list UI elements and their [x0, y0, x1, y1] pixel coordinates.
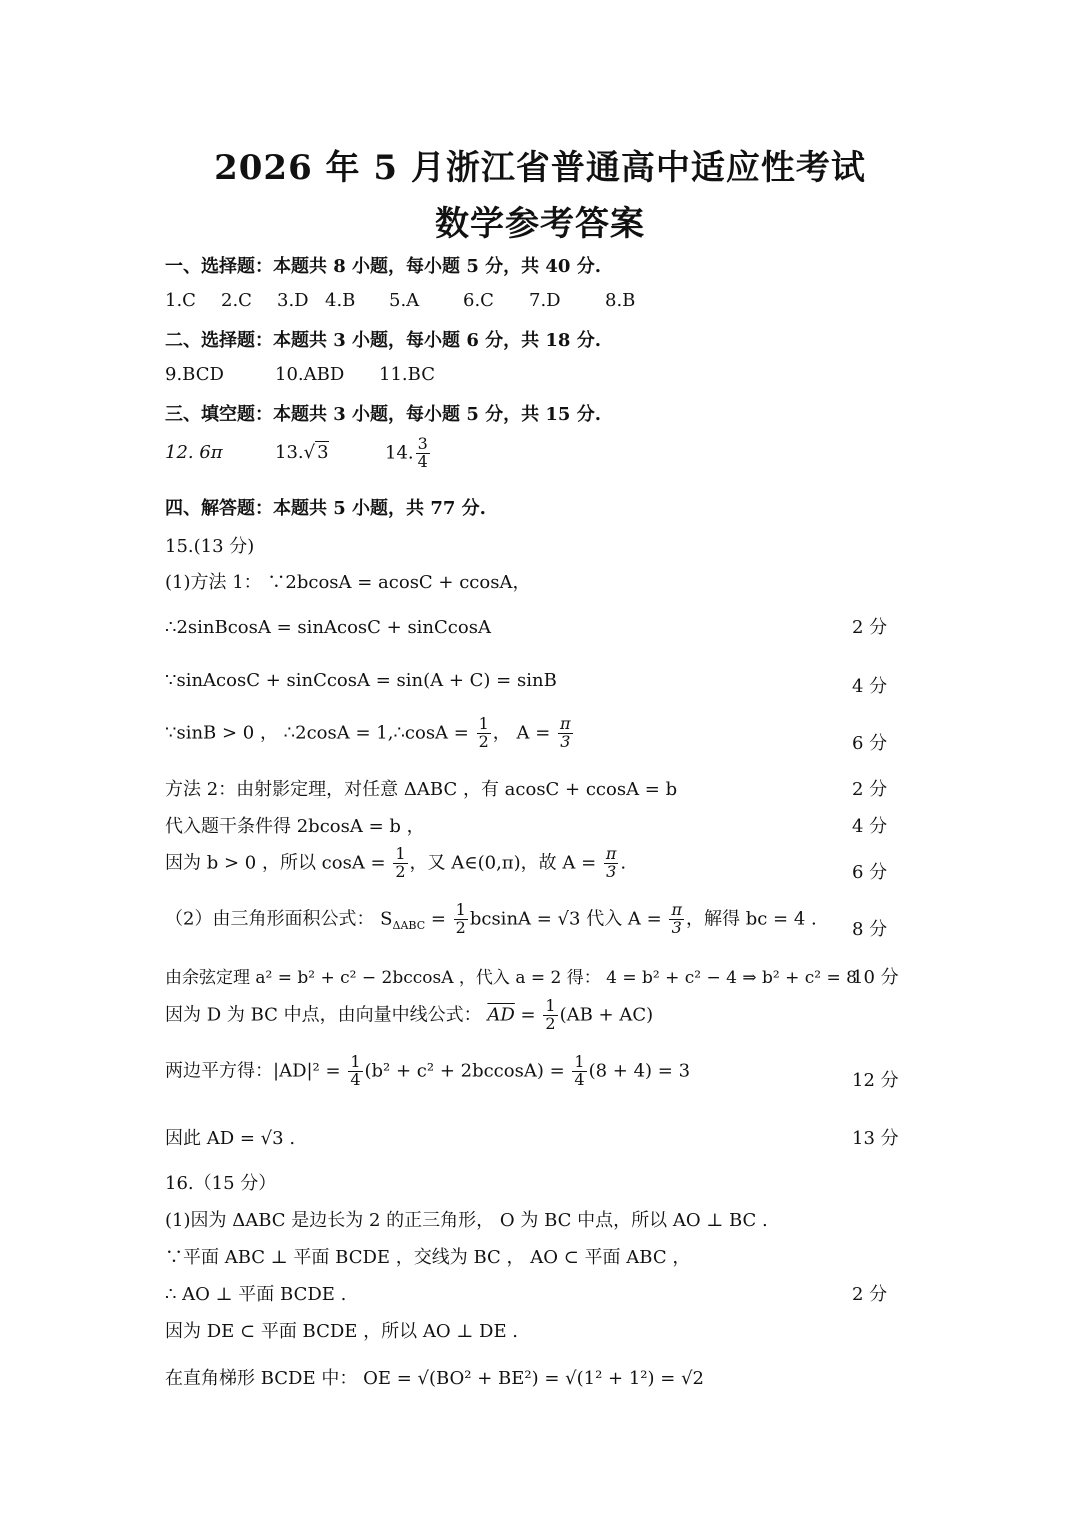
- q15-score-3: 4 分: [852, 676, 888, 697]
- q15-line-9: 由余弦定理 a² = b² + c² − 2bccosA ，代入 a = 2 得： 4 = b² + c² − 4 ⇒ b² + c² = 8: [165, 968, 857, 988]
- q15-score-11: 12 分: [852, 1070, 899, 1091]
- q15-line-7-a: 因为 b > 0 ，所以 cosA =: [165, 852, 386, 874]
- q16-score-3: 2 分: [852, 1284, 888, 1305]
- frac-denominator: 3: [606, 861, 617, 881]
- q15-score-6: 4 分: [852, 816, 888, 837]
- q16-line-3: ∴ AO ⊥ 平面 BCDE .: [165, 1284, 347, 1305]
- q15-line-10-c: (AB + AC): [559, 1004, 654, 1026]
- q15-score-4: 6 分: [852, 733, 888, 754]
- answer-6: 6.C: [463, 290, 494, 311]
- answer-8: 8.B: [605, 290, 636, 311]
- q16-line-4: 因为 DE ⊂ 平面 BCDE ，所以 AO ⊥ DE .: [165, 1321, 519, 1342]
- q15-line-10-a: 因为 D 为 BC 中点，由向量中线公式：: [165, 1004, 482, 1026]
- q15-line-8-b: =: [425, 908, 446, 930]
- answer-13-root: 3: [317, 442, 329, 464]
- q15-line-12: 因此 AD = √3 .: [165, 1128, 296, 1149]
- q15-line-4: [165, 716, 575, 751]
- q15-label: 15.(13 分): [165, 536, 255, 557]
- q15-area-subscript: ΔABC: [392, 918, 426, 932]
- answer-14-prefix: 14.: [385, 442, 414, 464]
- q15-line-7-c: .: [620, 852, 627, 874]
- section1-answers: [165, 290, 635, 311]
- answer-10: 10.ABD: [275, 364, 345, 385]
- q15-score-2: 2 分: [852, 617, 888, 638]
- frac-denominator: 3: [560, 731, 571, 751]
- q15-score-7: 6 分: [852, 862, 888, 883]
- section3-answers: [165, 436, 432, 471]
- frac-denominator: 2: [395, 861, 406, 881]
- q15-line-8: [165, 902, 817, 937]
- answer-2: 2.C: [221, 290, 252, 311]
- q15-line-7-pi-over-3: [604, 846, 619, 881]
- frac-denominator: 2: [455, 917, 466, 937]
- answer-12: 12. 6π: [165, 442, 223, 464]
- answer-14: [385, 436, 432, 471]
- exam-subtitle: 数学参考答案: [435, 204, 645, 244]
- section2-heading: 二、选择题：本题共 3 小题，每小题 6 分，共 18 分.: [165, 330, 601, 351]
- q15-line-3: ∵sinAcosC + sinCcosA = sin(A + C) = sinB: [165, 670, 557, 691]
- exam-title: 2026 年 5 月浙江省普通高中适应性考试: [214, 148, 866, 188]
- answer-4: 4.B: [325, 290, 356, 311]
- q15-line-11-b: (b² + c² + 2bccosA) =: [364, 1060, 565, 1082]
- q15-line-4-half: [477, 716, 491, 751]
- frac-denominator: 4: [574, 1069, 585, 1089]
- q15-line-1: (1)方法 1： ∵2bcosA = acosC + ccosA，: [165, 572, 531, 593]
- answer-7: 7.D: [529, 290, 561, 311]
- vector-AD: $\overline{AD}$: [487, 1004, 515, 1026]
- answer-13-prefix: 13.: [275, 442, 304, 464]
- q15-line-7-b: ，又 A∈(0,π)，故 A =: [409, 852, 597, 874]
- q16-line-5: 在直角梯形 BCDE 中： OE = √(BO² + BE²) = √(1² + 1²) = √2: [165, 1368, 704, 1389]
- q15-line-8-half: [454, 902, 468, 937]
- q15-line-10-half: [543, 998, 557, 1033]
- frac-denominator: 3: [671, 917, 682, 937]
- q15-score-9: 10 分: [852, 967, 899, 988]
- frac-numerator: π: [671, 900, 682, 919]
- frac-denominator: 4: [417, 451, 428, 471]
- answer-9: 9.BCD: [165, 364, 224, 385]
- q15-line-8-d: ，解得 bc = 4 .: [685, 908, 817, 930]
- q15-line-4-a: ∵sinB > 0 ， ∴2cosA = 1,∴cosA =: [165, 722, 469, 744]
- frac-numerator: 1: [350, 1052, 361, 1071]
- q15-line-8-c: bcsinA = √3 代入 A =: [469, 908, 662, 930]
- frac-numerator: 3: [417, 434, 428, 453]
- frac-denominator: 2: [478, 731, 489, 751]
- q16-label: 16.（15 分）: [165, 1173, 277, 1194]
- frac-numerator: 1: [395, 844, 406, 863]
- answer-1: 1.C: [165, 290, 196, 311]
- q15-line-10: [165, 998, 653, 1033]
- section3-heading: 三、填空题：本题共 3 小题，每小题 5 分，共 15 分.: [165, 404, 601, 425]
- q15-line-11-quarter-1: [348, 1054, 362, 1089]
- q15-score-8: 8 分: [852, 919, 888, 940]
- q15-line-8-a: （2）由三角形面积公式： S: [165, 908, 393, 930]
- frac-numerator: 1: [574, 1052, 585, 1071]
- q15-line-11-quarter-2: [572, 1054, 586, 1089]
- q15-line-5: 方法 2：由射影定理，对任意 ΔABC ，有 acosC + ccosA = b: [165, 779, 678, 800]
- section2-answers: [165, 364, 435, 385]
- q15-score-5: 2 分: [852, 779, 888, 800]
- q15-line-10-b: =: [514, 1004, 536, 1026]
- frac-numerator: π: [605, 844, 617, 863]
- answer-14-fraction: [416, 436, 430, 471]
- answer-5: 5.A: [389, 290, 420, 311]
- q15-line-4-pi-over-3: [558, 716, 573, 751]
- section4-heading: 四、解答题：本题共 5 小题，共 77 分.: [165, 498, 486, 519]
- frac-numerator: 1: [455, 900, 466, 919]
- frac-numerator: π: [560, 714, 571, 733]
- q15-line-7-half: [393, 846, 407, 881]
- q15-line-11: [165, 1054, 690, 1089]
- q15-line-8-pi-over-3: [669, 902, 684, 937]
- q16-line-2: ∵平面 ABC ⊥ 平面 BCDE ，交线为 BC ， AO ⊂ 平面 ABC ，: [165, 1247, 691, 1268]
- frac-numerator: 1: [545, 996, 556, 1015]
- q16-line-1: (1)因为 ΔABC 是边长为 2 的正三角形， O 为 BC 中点，所以 AO ⊥ BC .: [165, 1210, 768, 1231]
- section1-heading: 一、选择题：本题共 8 小题，每小题 5 分，共 40 分.: [165, 256, 601, 277]
- frac-denominator: 4: [350, 1069, 361, 1089]
- q15-line-6: 代入题干条件得 2bcosA = b ，: [165, 816, 425, 837]
- q15-line-4-b: ， A =: [492, 722, 551, 744]
- frac-numerator: 1: [478, 714, 489, 733]
- answer-13: 13.√ 3: [275, 442, 329, 464]
- answer-3: 3.D: [277, 290, 309, 311]
- frac-denominator: 2: [545, 1013, 556, 1033]
- q15-line-11-c: (8 + 4) = 3: [588, 1060, 691, 1082]
- q15-line-7: [165, 846, 626, 881]
- answer-11: 11.BC: [379, 364, 435, 385]
- q15-score-12: 13 分: [852, 1128, 899, 1149]
- q15-line-11-a: 两边平方得：|AD|² =: [165, 1060, 341, 1082]
- q15-line-2: ∴2sinBcosA = sinAcosC + sinCcosA: [165, 617, 491, 638]
